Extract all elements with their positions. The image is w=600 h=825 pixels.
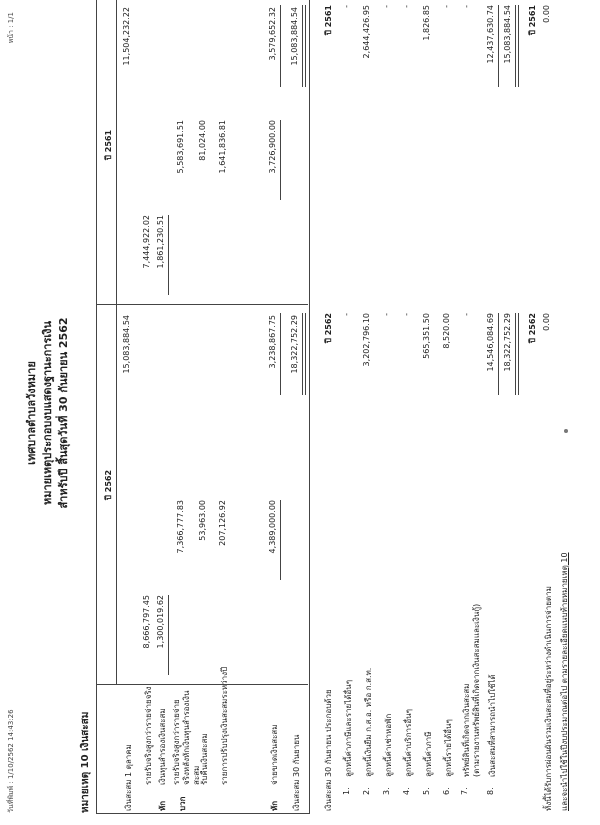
row-adjust-label: รายการปรับปรุงเงินสะสมระหว่างปี — [220, 666, 229, 785]
note-title: หมายเหตุ 10 เงินสะสม — [80, 711, 91, 813]
item-2561: - — [442, 5, 451, 8]
t1-year-2561: ปี 2561 — [104, 129, 113, 161]
item-label: ลูกหนี้ค่าภาษี — [424, 731, 433, 777]
item-label: เงินสะสมที่สามารถนำไปใช้ได้ — [488, 674, 497, 777]
row-reserve-2562: 1,300,019.62 — [156, 595, 165, 649]
item-2562: - — [342, 313, 351, 316]
print-date: วันที่พิมพ์ : 1/10/2562 14:43:26 — [7, 709, 15, 813]
item-num: 1. — [342, 787, 351, 795]
double-underline — [302, 313, 306, 395]
item-label: ลูกหนี้เงินยืม ก.ส.อ. หรือ ก.ส.ท. — [364, 667, 373, 777]
row-refund-2561: 81,024.00 — [198, 120, 207, 161]
row-net-2561: 5,583,691.51 — [176, 120, 185, 174]
underline — [498, 313, 499, 395]
t3-year-2562: ปี 2562 — [528, 313, 537, 344]
item-num: 6. — [442, 787, 451, 795]
row-reserve-2561: 1,861,230.51 — [156, 215, 165, 269]
item-label: ลูกหนี้ค่าบริการอื่นๆ — [404, 709, 413, 777]
item-label: ลูกหนี้ค่าภาษีและรายได้อื่นๆ — [344, 680, 353, 777]
row-net-2562: 7,366,777.83 — [176, 500, 185, 554]
double-underline — [515, 5, 519, 87]
composition-total-2562: 18,322,752.29 — [503, 313, 512, 372]
row-opening-2562: 15,083,884.54 — [122, 315, 131, 374]
underline — [498, 5, 499, 87]
item-num: 2. — [362, 787, 371, 795]
composition-intro: เงินสะสม 30 กันยายน ประกอบด้วย — [324, 689, 333, 811]
row-surplus-label: รายรับจริงสูงกว่ารายจ่ายจริง — [144, 686, 153, 785]
deferral-note: ทั้งนี้ได้รับการผ่อนผันรวมเงินสะสมที่อยู่ระหว่างดำเนินการจ่ายตาม — [544, 586, 553, 811]
item-2561: - — [342, 5, 351, 8]
org-name: เทศบาลตำบลวังหมาย — [25, 361, 38, 465]
item-label: ทรัพย์สินที่เกิดจากเงินสะสม — [462, 683, 471, 777]
composition-total-2561: 15,083,884.54 — [503, 5, 512, 64]
item-num: 7. — [460, 787, 469, 795]
row-reserve-prefix: หัก — [158, 800, 167, 811]
t3-year-2561: ปี 2561 — [528, 5, 537, 36]
t2-year-2561: ปี 2561 — [324, 5, 333, 36]
item-label: ลูกหนี้รายได้อื่นๆ — [444, 719, 453, 777]
item-2562: - — [382, 313, 391, 316]
item-num: 8. — [486, 787, 495, 795]
page-title: หมายเหตุประกอบงบแสดงฐานะการเงิน — [41, 320, 54, 506]
item-label: ลูกหนี้ค่าเช่าหอพัก — [384, 713, 393, 777]
page-subtitle: สำหรับปี สิ้นสุดวันที่ 30 กันยายน 2562 — [57, 317, 70, 509]
item-2562: - — [402, 313, 411, 316]
item-2562: 8,520.00 — [442, 313, 451, 349]
header-rule — [116, 0, 117, 685]
page-number: หน้า : 1/1 — [7, 12, 15, 44]
row-paid-label: จ่ายขาดเงินสะสม — [270, 724, 279, 785]
row-opening-2561: 11,504,232.22 — [122, 7, 131, 66]
row-adjust-2562: 207,126.92 — [218, 500, 227, 546]
row-paid-net-2562: 3,238,867.75 — [268, 315, 277, 369]
underline — [280, 5, 281, 87]
row-closing-2562: 18,322,752.29 — [290, 315, 299, 374]
row-reserve-label: เงินทุนสำรองเงินสะสม — [158, 708, 167, 785]
item-2561: 1,826.85 — [422, 5, 431, 41]
item-2562: 565,351.50 — [422, 313, 431, 359]
underline — [280, 120, 281, 200]
item-2561: - — [462, 5, 471, 8]
underline — [168, 215, 169, 295]
underline — [168, 595, 169, 675]
underline — [280, 313, 281, 395]
item-2561: 2,644,426.95 — [362, 5, 371, 59]
deferral-2561: 0.00 — [542, 5, 551, 23]
row-refund-label: รับคืนเงินสะสม — [200, 733, 209, 785]
double-underline — [515, 313, 519, 395]
double-underline — [302, 5, 306, 87]
item-sublabel: (ตามรายงานทรัพย์สินที่เกิดจากเงินสะสมและเงินกู้) — [472, 603, 481, 777]
scan-speck — [564, 429, 568, 433]
item-num: 4. — [402, 787, 411, 795]
row-paid-2562: 4,389,000.00 — [268, 500, 277, 554]
item-2562: 14,546,084.69 — [486, 313, 495, 372]
row-surplus-2561: 7,444,922.02 — [142, 215, 151, 269]
row-net-prefix: บวก — [178, 796, 187, 811]
label-divider — [96, 684, 308, 685]
row-adjust-2561: 1,641,836.81 — [218, 120, 227, 174]
item-2562: 3,202,796.10 — [362, 313, 371, 367]
t2-year-2562: ปี 2562 — [324, 313, 333, 344]
year-divider — [96, 304, 308, 305]
row-closing-2561: 15,083,884.54 — [290, 7, 299, 66]
row-paid-2561: 3,726,900.00 — [268, 120, 277, 174]
row-closing-label: เงินสะสม 30 กันยายน — [292, 734, 301, 811]
t1-year-2562: ปี 2562 — [104, 469, 113, 501]
deferral-2562: 0.00 — [542, 313, 551, 331]
deferral-note-link: และจะนำไปใช้ในปีงบประมาณต่อไป ตามรายละเอียดแนบท้ายหมายเหตุ 10 — [560, 552, 569, 811]
item-2561: - — [382, 5, 391, 8]
row-surplus-2562: 8,666,797.45 — [142, 595, 151, 649]
row-paid-net-2561: 3,579,652.32 — [268, 7, 277, 61]
item-num: 3. — [382, 787, 391, 795]
item-2562: - — [462, 313, 471, 316]
row-refund-2562: 53,963.00 — [198, 500, 207, 541]
underline — [280, 500, 281, 580]
item-2561: - — [402, 5, 411, 8]
row-net-label: รายรับจริงสูงกว่ารายจ่ายจริงหลังหักเงินทุนสำรองเงินสะสม — [172, 690, 201, 785]
row-paid-prefix: หัก — [270, 800, 279, 811]
item-2561: 12,437,630.74 — [486, 5, 495, 64]
row-opening-label: เงินสะสม 1 ตุลาคม — [124, 744, 133, 811]
item-num: 5. — [422, 787, 431, 795]
